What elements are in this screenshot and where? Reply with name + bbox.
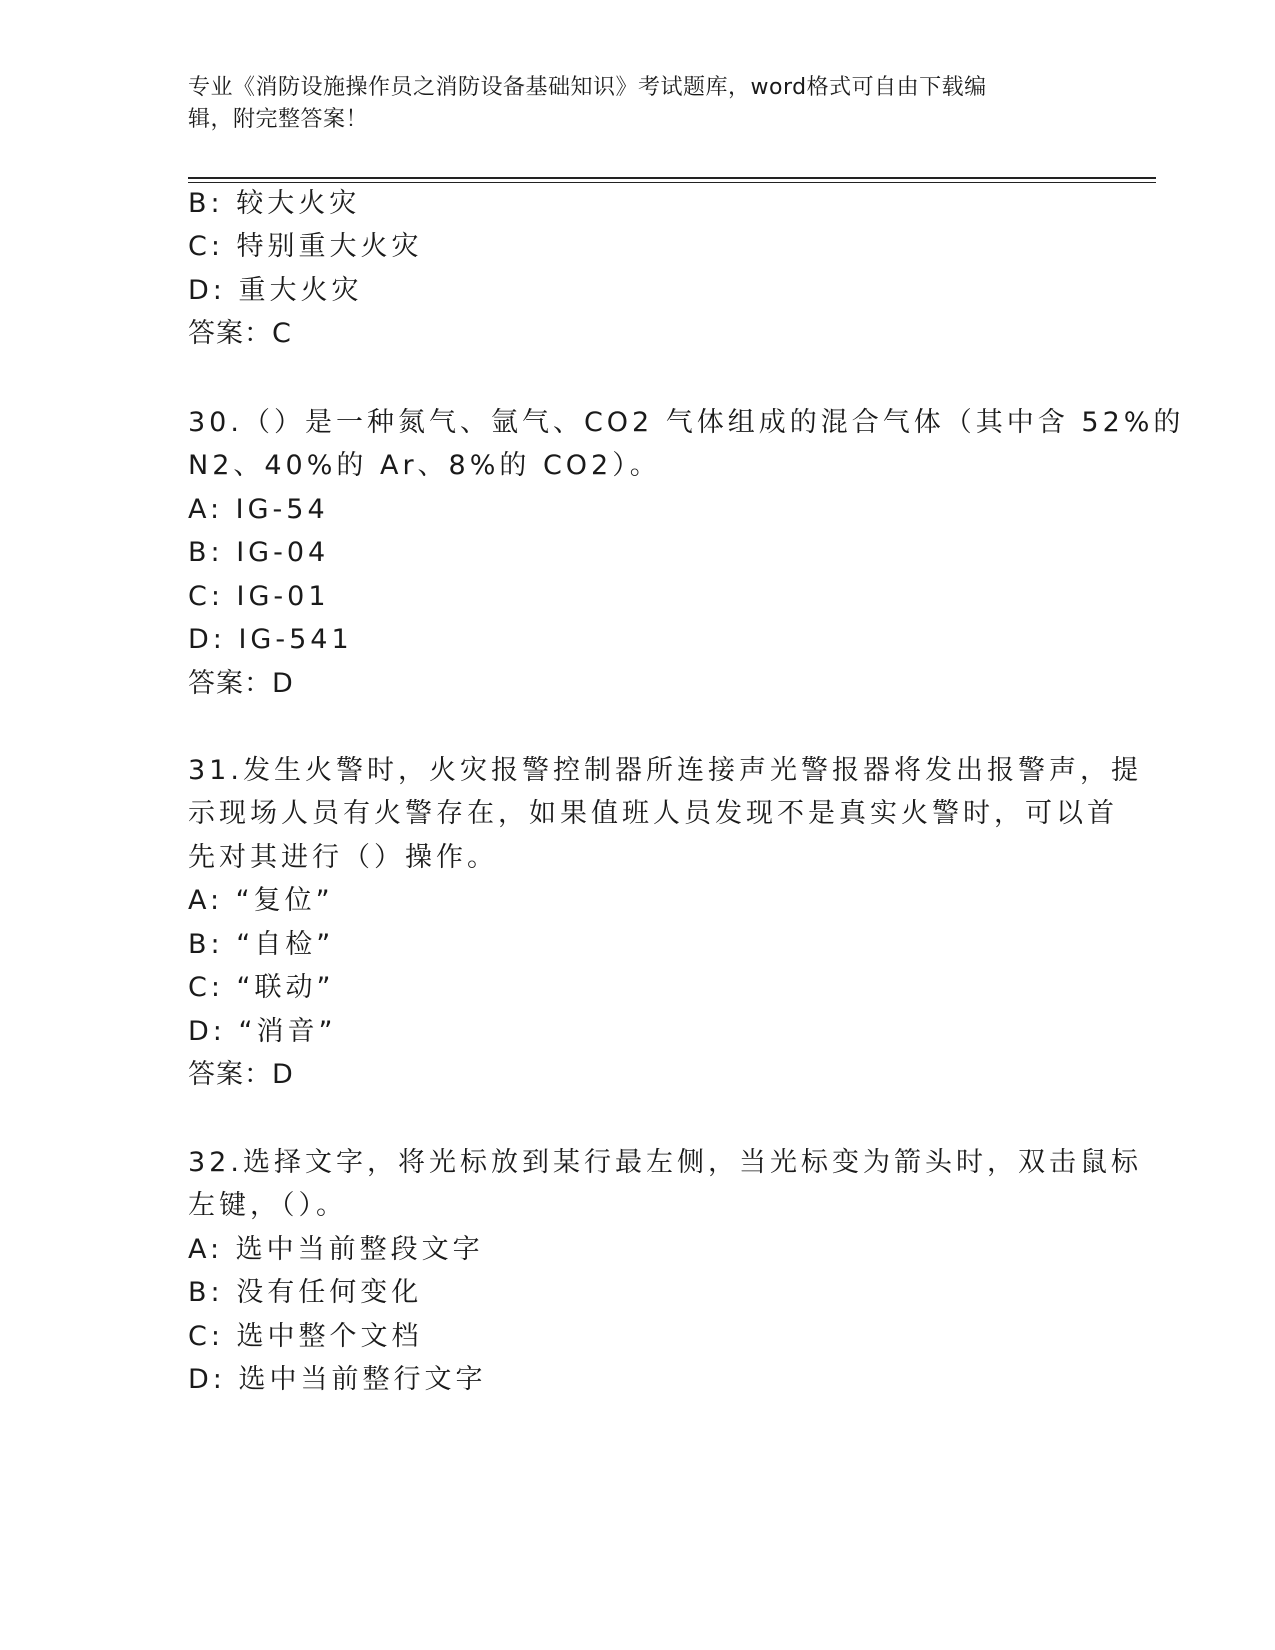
q31-stem-line-2: 示现场人员有火警存在，如果值班人员发现不是真实火警时，可以首 <box>188 798 1118 829</box>
document-header <box>188 72 1068 136</box>
prev-option-c: C: 特别重大火灾 <box>188 231 423 262</box>
q31-option-c: C: “联动” <box>188 972 335 1003</box>
header-line-1: 专业《消防设施操作员之消防设备基础知识》考试题库，word格式可自由下载编 <box>188 75 987 100</box>
q32-stem-line-1: 32.选择文字，将光标放到某行最左侧，当光标变为箭头时，双击鼠标 <box>188 1147 1142 1178</box>
q31-option-a: A: “复位” <box>188 885 334 916</box>
prev-answer: 答案：C <box>188 318 292 349</box>
q32-option-d: D: 选中当前整行文字 <box>188 1364 487 1395</box>
q32-option-a: A: 选中当前整段文字 <box>188 1234 484 1265</box>
q30-option-a: A: IG-54 <box>188 494 329 525</box>
q30-option-d: D: IG-541 <box>188 624 353 655</box>
q32-option-b: B: 没有任何变化 <box>188 1277 423 1308</box>
q31-option-d: D: “消音” <box>188 1016 337 1047</box>
q31-stem-line-1: 31.发生火警时，火灾报警控制器所连接声光警报器将发出报警声，提 <box>188 755 1142 786</box>
q30-answer: 答案：D <box>188 668 294 699</box>
prev-option-b: B: 较大火灾 <box>188 188 361 219</box>
header-divider-thick <box>188 177 1156 179</box>
q30-stem-line-2: N2、40%的 Ar、8%的 CO2）。 <box>188 450 661 481</box>
prev-option-d: D: 重大火灾 <box>188 275 363 306</box>
q31-answer: 答案：D <box>188 1059 294 1090</box>
q30-option-b: B: IG-04 <box>188 537 330 568</box>
q30-stem-line-1: 30.（）是一种氮气、氩气、CO2 气体组成的混合气体（其中含 52%的 <box>188 407 1185 438</box>
q32-option-c: C: 选中整个文档 <box>188 1321 423 1352</box>
q31-option-b: B: “自检” <box>188 929 335 960</box>
q31-stem-line-3: 先对其进行（）操作。 <box>188 842 498 873</box>
header-line-2: 辑，附完整答案！ <box>188 107 369 132</box>
q32-stem-line-2: 左键，（）。 <box>188 1190 347 1221</box>
q30-option-c: C: IG-01 <box>188 581 330 612</box>
header-divider-thin <box>188 182 1156 183</box>
